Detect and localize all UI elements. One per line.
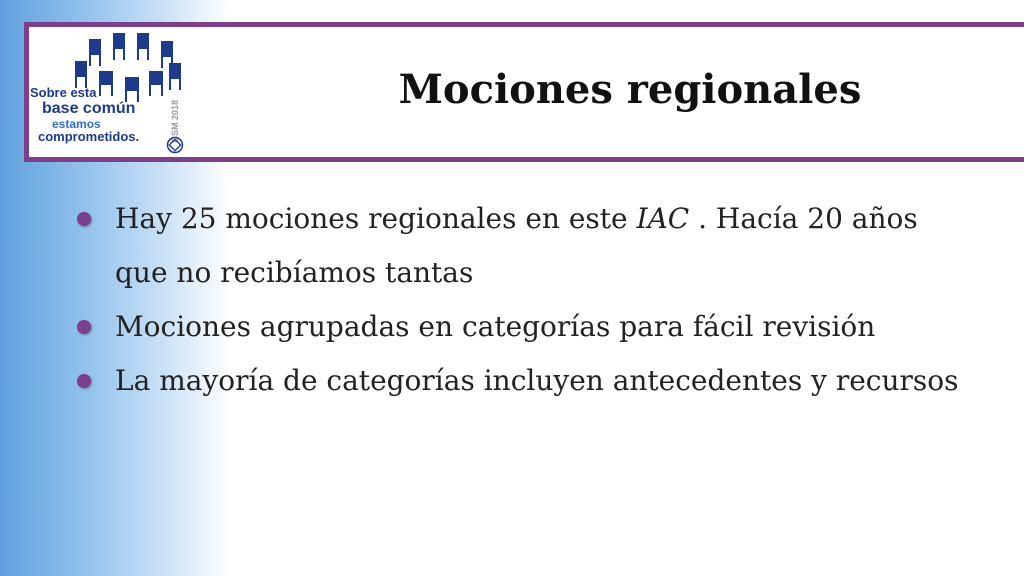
bullet-1-text-end: . Hacía 20 años que no recibíamos tantas <box>115 202 918 289</box>
logo-text-line-4: comprometidos. <box>38 129 140 144</box>
slide-title: Mociones regionales <box>398 66 862 113</box>
bullet-icon <box>77 374 91 388</box>
bullet-item-3 <box>75 354 975 408</box>
bullet-icon <box>77 320 91 334</box>
bullet-1-text-start: Hay 25 mociones regionales en este <box>115 202 637 235</box>
logo-text-line-1: Sobre esta <box>30 85 97 100</box>
logo-year-label: CSM 2018 <box>170 100 180 143</box>
bullet-3-text: La mayoría de categorías incluyen antecedentes y recursos <box>115 364 959 397</box>
bullet-1-emphasis: IAC <box>636 202 690 235</box>
bullet-2-text: Mociones agrupadas en categorías para fácil revisión <box>115 310 876 343</box>
bullet-item-2 <box>75 300 975 354</box>
bullet-icon <box>77 212 91 226</box>
na-diamond-circle-icon <box>166 136 184 154</box>
conference-logo <box>30 30 190 160</box>
logo-text-line-2: base común <box>42 100 136 117</box>
bullet-list <box>75 192 975 408</box>
bullet-item-1 <box>75 192 975 300</box>
logo-text-line-3: estamos <box>52 117 101 131</box>
